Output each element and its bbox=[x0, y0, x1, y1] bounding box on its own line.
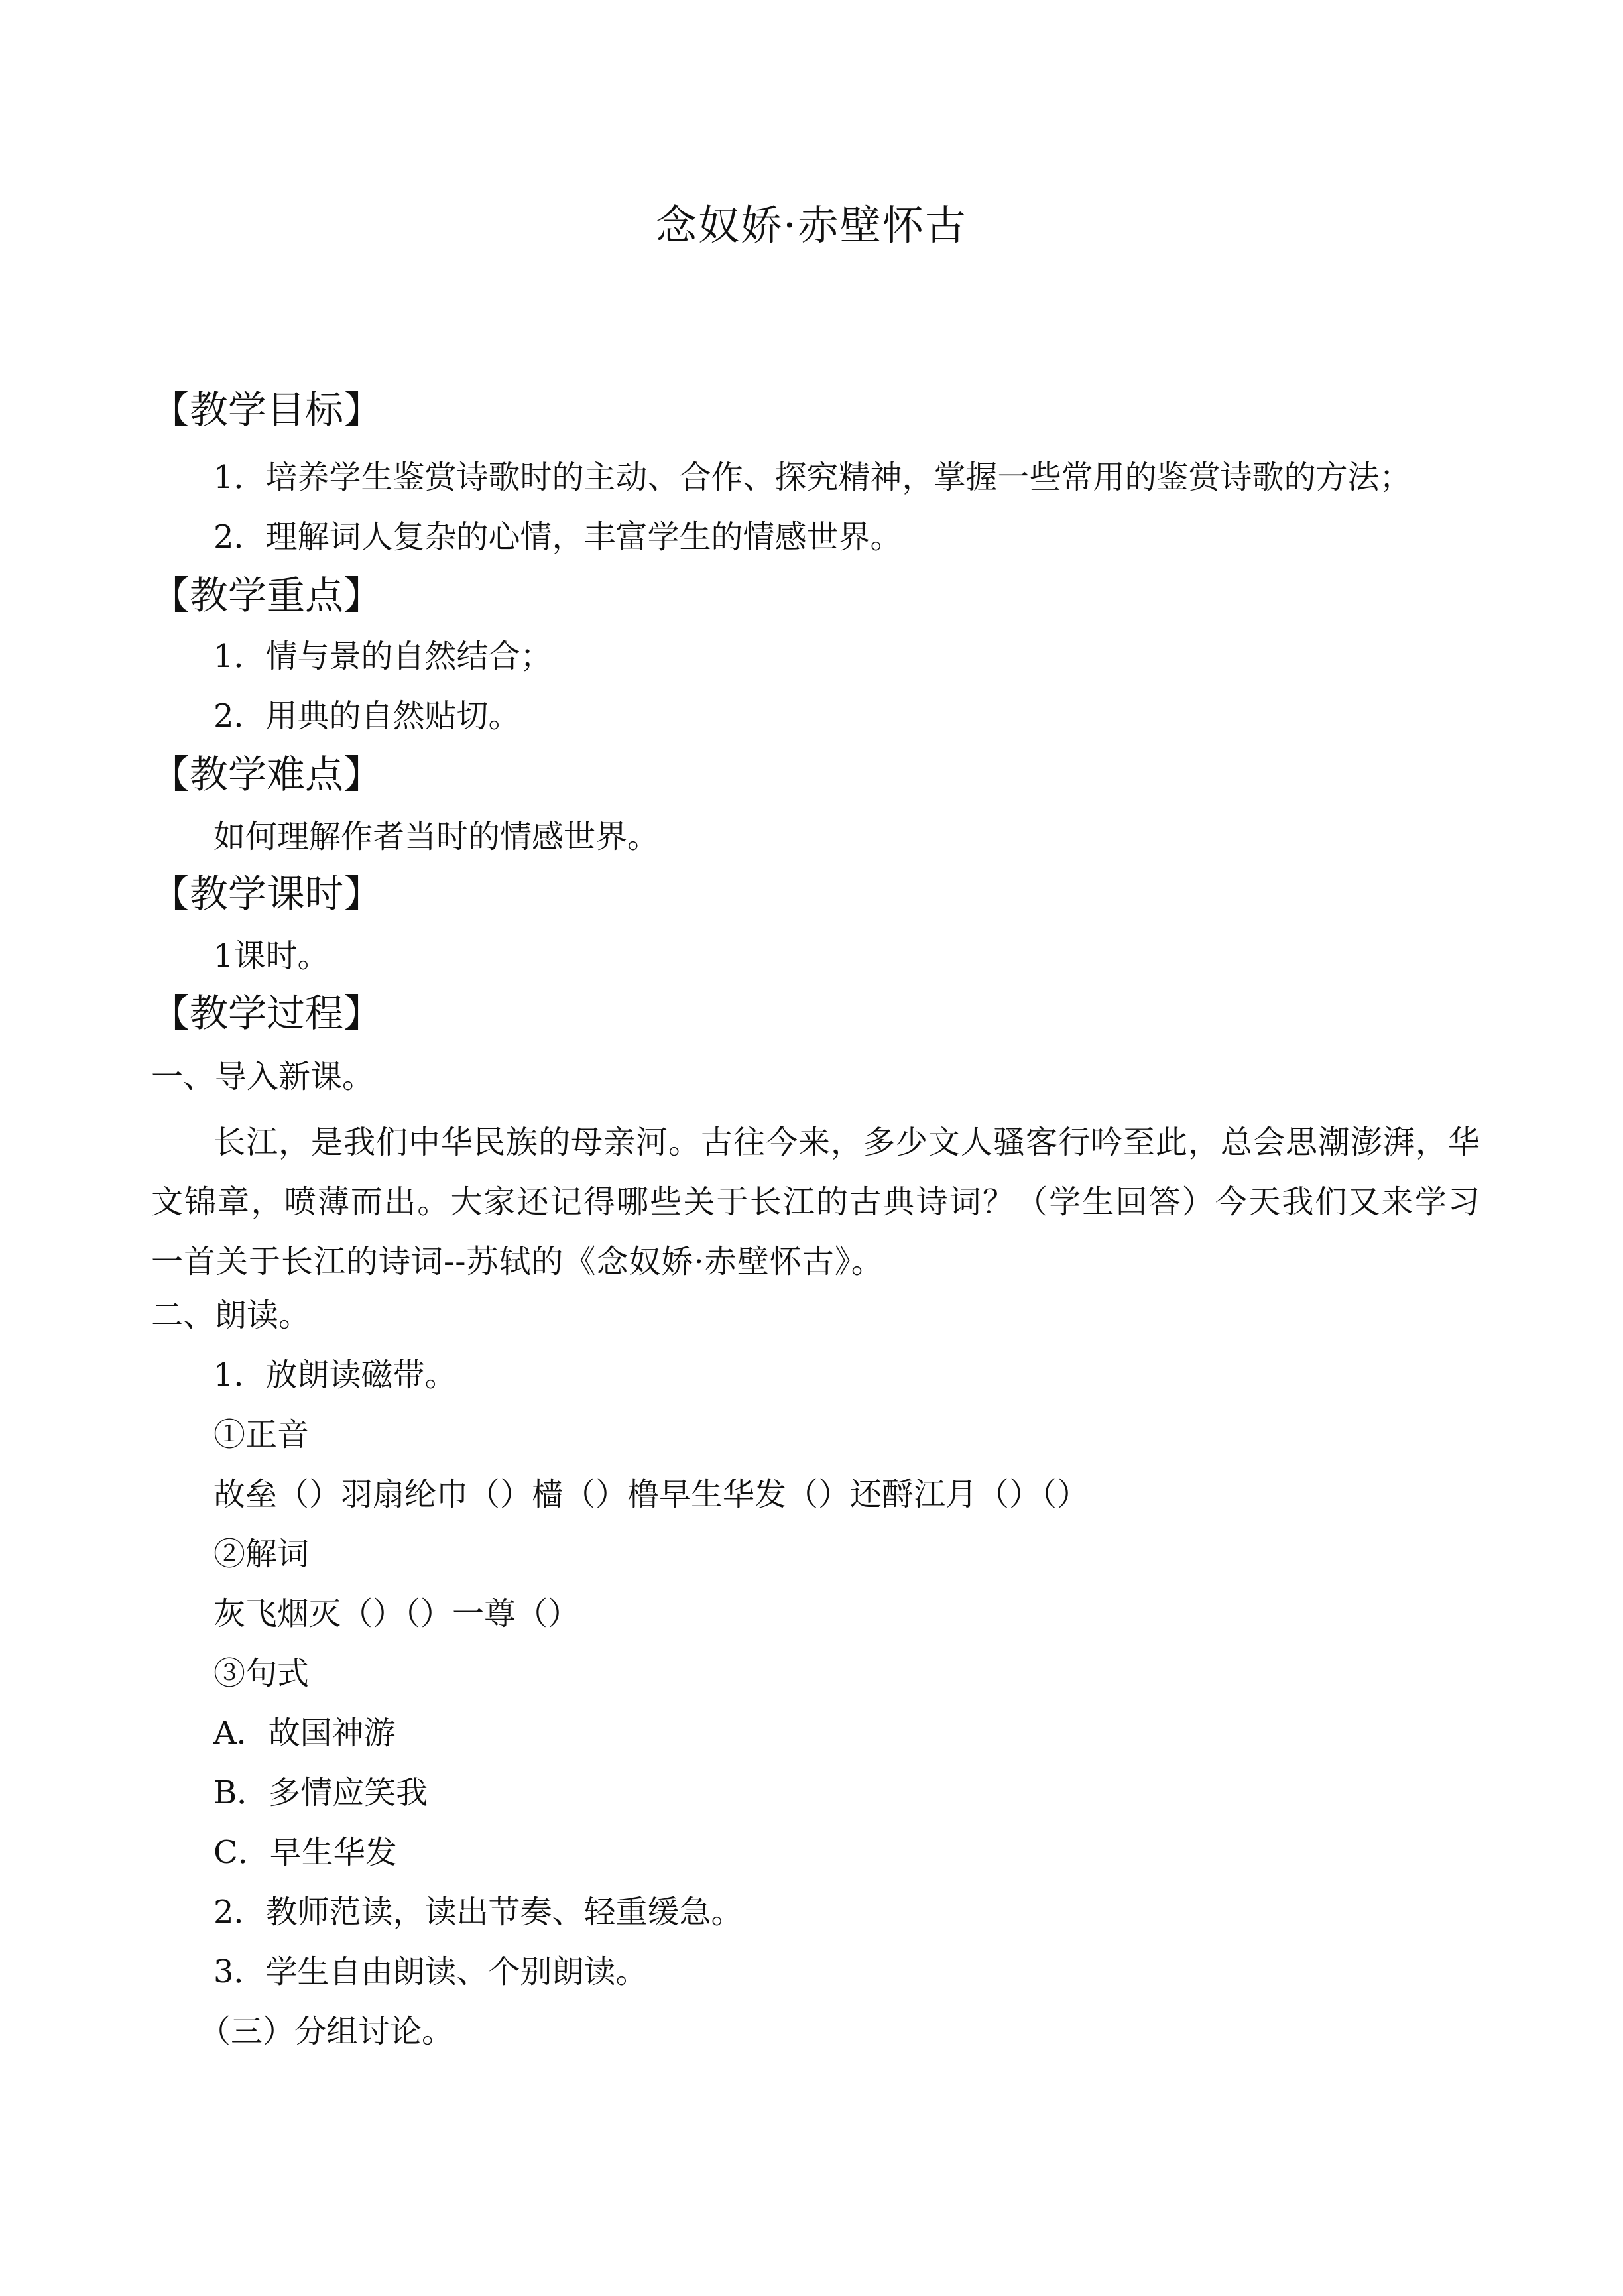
process-part3-heading: （三）分组讨论。 bbox=[199, 2013, 454, 2050]
section-heading-hours: 【教学课时】 bbox=[151, 871, 383, 916]
section-heading-difficulties: 【教学难点】 bbox=[151, 752, 383, 797]
process-step-2: 2．教师范读，读出节奏、轻重缓急。 bbox=[213, 1894, 743, 1931]
difficulty-text: 如何理解作者当时的情感世界。 bbox=[213, 818, 660, 855]
sentence-item-a: A．故国神游 bbox=[213, 1715, 396, 1752]
process-step-3: 3．学生自由朗读、个别朗读。 bbox=[213, 1953, 648, 1990]
section-heading-process: 【教学过程】 bbox=[151, 991, 383, 1036]
section-heading-key-points: 【教学重点】 bbox=[151, 573, 383, 618]
section-heading-goals: 【教学目标】 bbox=[151, 387, 383, 432]
sentence-item-c: C．早生华发 bbox=[213, 1834, 397, 1871]
hours-text: 1课时。 bbox=[213, 937, 330, 975]
process-step-1: 1．放朗读磁带。 bbox=[213, 1357, 457, 1394]
key-point-item-1: 1．情与景的自然结合； bbox=[213, 638, 552, 675]
key-point-item-2: 2．用典的自然贴切。 bbox=[213, 697, 520, 735]
sub-label-pronunciation: ①正音 bbox=[213, 1416, 310, 1453]
process-part1-heading: 一、导入新课。 bbox=[151, 1058, 375, 1095]
page-title: 念奴娇·赤壁怀古 bbox=[656, 201, 967, 249]
sub-label-sentence: ③句式 bbox=[213, 1655, 310, 1692]
pronunciation-items: 故垒（）羽扇纶巾（）樯（）橹早生华发（）还酹江月（）（） bbox=[213, 1476, 1089, 1513]
sentence-item-b: B．多情应笑我 bbox=[213, 1774, 428, 1811]
vocabulary-items: 灰飞烟灭（）（）一尊（） bbox=[213, 1595, 580, 1632]
goal-item-2: 2．理解词人复杂的心情，丰富学生的情感世界。 bbox=[213, 518, 902, 556]
sub-label-vocabulary: ②解词 bbox=[213, 1536, 310, 1573]
goal-item-1: 1．培养学生鉴赏诗歌时的主动、合作、探究精神，掌握一些常用的鉴赏诗歌的方法； bbox=[213, 459, 1412, 496]
process-part2-heading: 二、朗读。 bbox=[151, 1297, 311, 1334]
process-part1-paragraph: 长江，是我们中华民族的母亲河。古往今来，多少文人骚客行吟至此，总会思潮澎湃，华文锦章，喷薄而出。大家还记得哪些关于长江的古典诗词？（学生回答）今天我们又来学习一首关于长江的诗词--苏轼的《念奴娇·赤壁怀古》。 bbox=[151, 1124, 1481, 1280]
